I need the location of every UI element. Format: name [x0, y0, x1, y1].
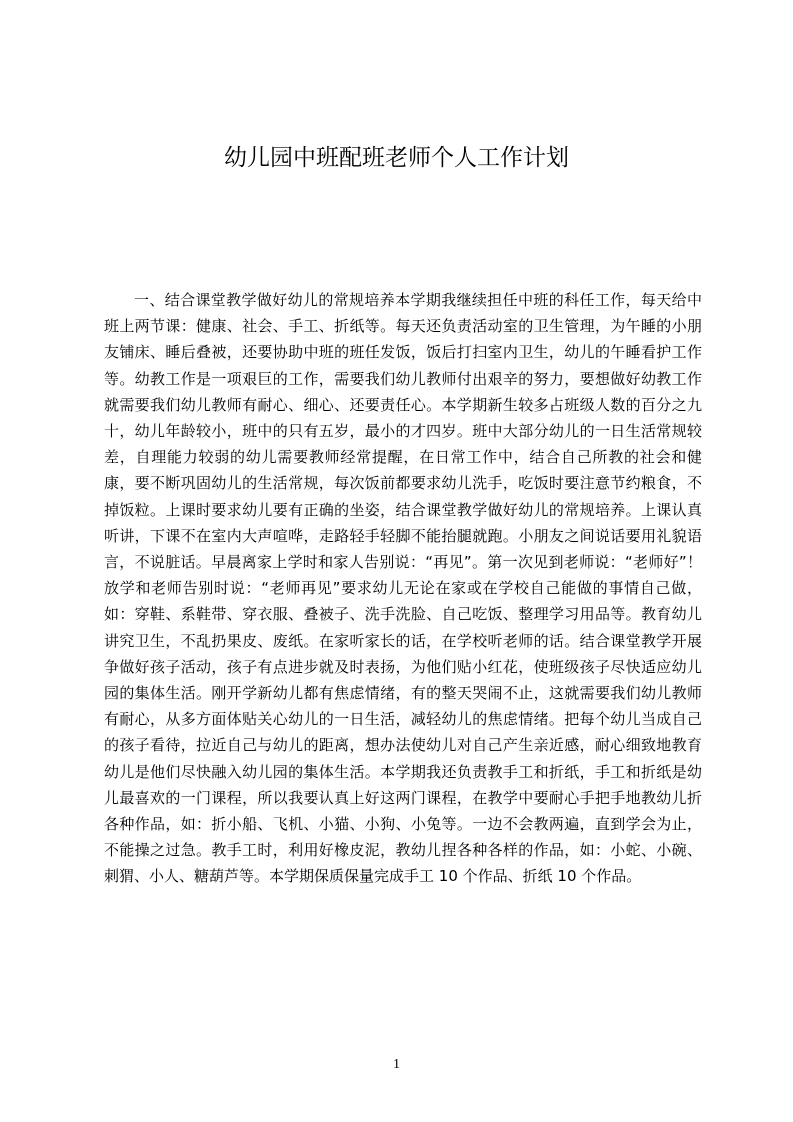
page-number: 1 [393, 1057, 400, 1072]
document-title: 幼儿园中班配班老师个人工作计划 [224, 145, 569, 171]
body-paragraph: 一、结合课堂教学做好幼儿的常规培养本学期我继续担任中班的科任工作，每天给中班上两节课：健康、社会、手工、折纸等。每天还负责活动室的卫生管理，为午睡的小朋友铺床、睡后叠被，还要协助中班的班任发饭，饭后打扫室内卫生，幼儿的午睡看护工作等。幼教工作是一项艰巨的工作，需要我们幼儿教师付出艰辛的努力，要想做好幼教工作就需要我们幼儿教师有耐心、细心、还要责任心。本学期新生较多占班级人数的百分之九十，幼儿年龄较小，班中的只有五岁，最小的才四岁。班中大部分幼儿的一日生活常规较差，自理能力较弱的幼儿需要教师经常提醒，在日常工作中，结合自己所教的社会和健康，要不断巩固幼儿的生活常规，每次饭前都要求幼儿洗手，吃饭时要注意节约粮食，不掉饭粒。上课时要求幼儿要有正确的坐姿，结合课堂教学做好幼儿的常规培养。上课认真听讲，下课不在室内大声喧哗，走路轻手轻脚不能抬腿就跑。小朋友之间说话要用礼貌语言，不说脏话。早晨离家上学时和家人告别说：“再见”。第一次见到老师说：“老师好”！放学和老师告别时说：“老师再见”要求幼儿无论在家或在学校自己能做的事情自己做，如：穿鞋、系鞋带、穿衣服、叠被子、洗手洗脸、自己吃饭、整理学习用品等。教育幼儿讲究卫生，不乱扔果皮、废纸。在家听家长的话，在学校听老师的话。结合课堂教学开展争做好孩子活动，孩子有点进步就及时表扬，为他们贴小红花，使班级孩子尽快适应幼儿园的集体生活。刚开学新幼儿都有焦虑情绪，有的整天哭闹不止，这就需要我们幼儿教师有耐心，从多方面体贴关心幼儿的一日生活，减轻幼儿的焦虑情绪。把每个幼儿当成自己的孩子看待，拉近自己与幼儿的距离，想办法使幼儿对自己产生亲近感，耐心细致地教育幼儿是他们尽快融入幼儿园的集体生活。本学期我还负责教手工和折纸，手工和折纸是幼儿最喜欢的一门课程，所以我要认真上好这两门课程，在教学中要耐心手把手地教幼儿折各种作品，如：折小船、飞机、小猫、小狗、小兔等。一边不会教两遍，直到学会为止，不能操之过急。教手工时，利用好橡皮泥，教幼儿捏各种各样的作品，如：小蛇、小碗、刺猬、小人、糖葫芦等。本学期保质保量完成手工 10 个作品、折纸 10 个作品。 [104, 291, 702, 886]
